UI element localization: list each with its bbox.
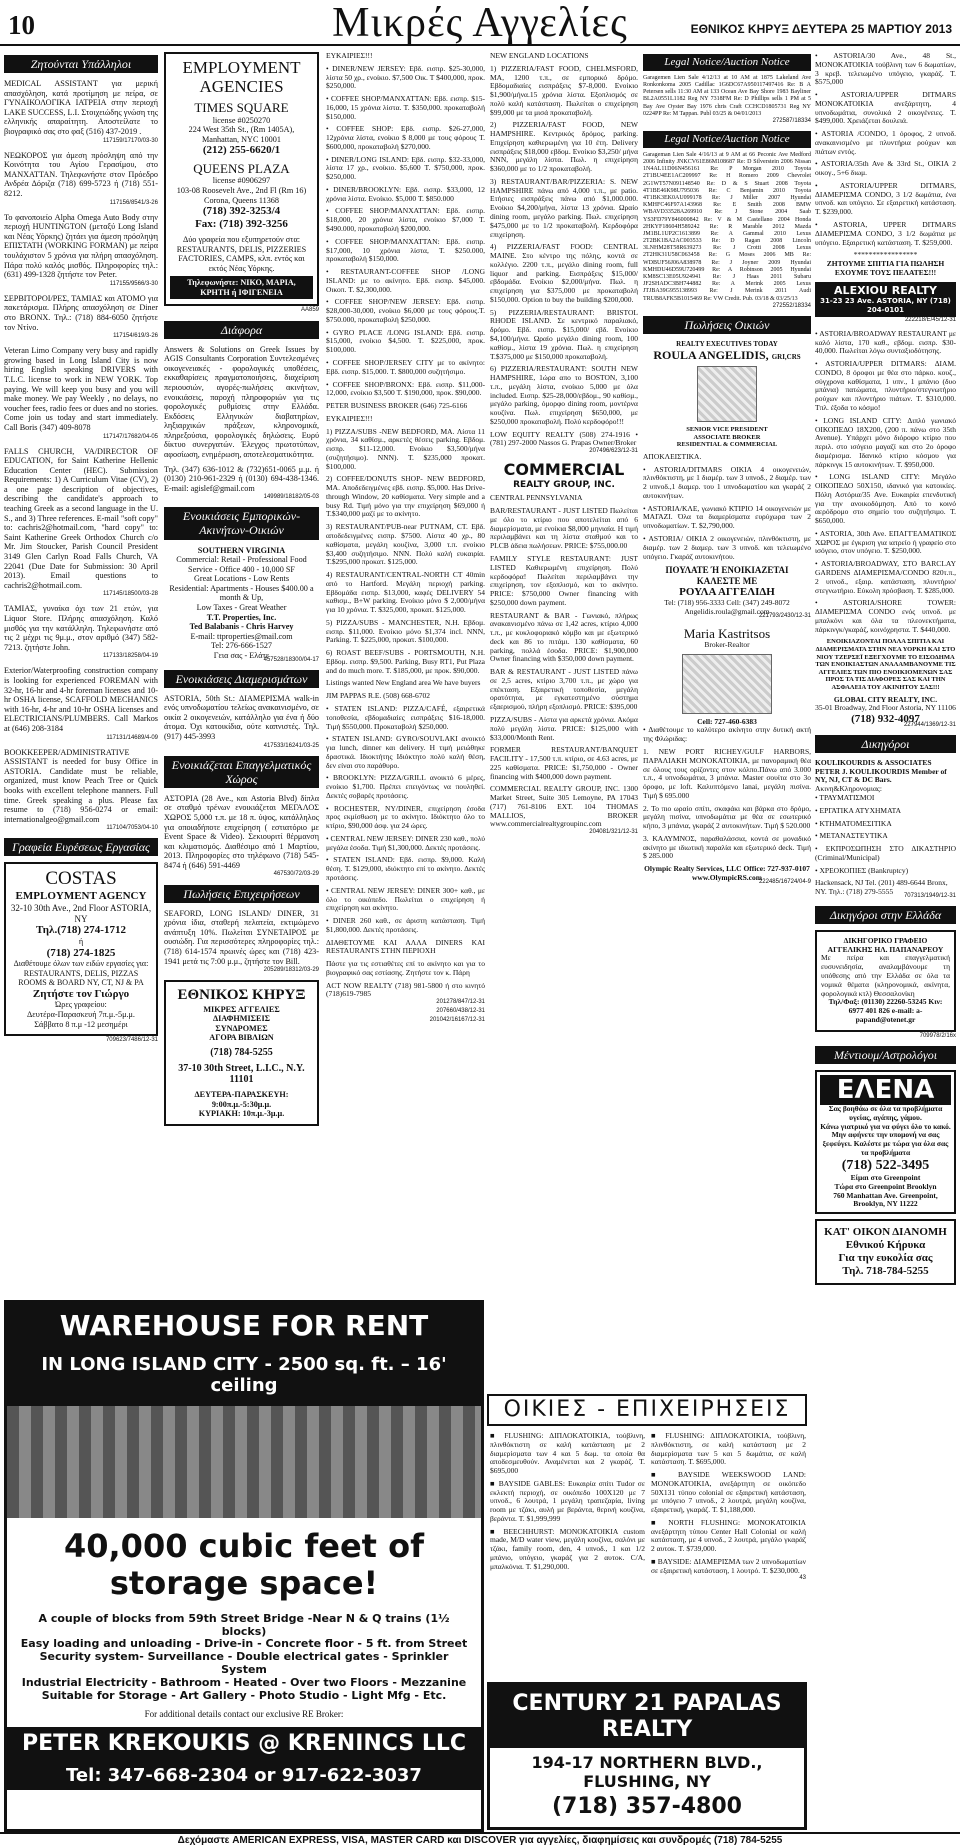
law-ref: 707313/1949/12-31 <box>903 892 956 899</box>
seaford-diner-ad: SEAFORD, LONG ISLAND/ DINER, 31 χρόνια ίδια, σταθερή πελατεία, εκτιμώμενο ανάπτυξη 10%. Πωλείται ΣΥΝΕΤΑΙΡΟΣ με ουσιώδη. Για περισσότερες πληροφορίες τηλ.: (718) 614-1574 πρωινές ώρες και (718) 423-1941 μετά τις 7:00 μ.μ., ζητήστε τον Bill. <box>164 908 319 966</box>
page-header <box>0 0 960 46</box>
business-listing: • RESTAURANT-COFFEE SHOP /LONG ISLAND: με το ακίνητο. Εβδ. εισπρ. $45,000. Οικοπ. T. $2,300,000. <box>326 267 485 294</box>
astoria-listing: • ASTORIA/30 Ave., 48 St., ΜΟΝΟΚΑΤΟΙΚΙΑ τούβλινη των 6 δωματίων, 3 κρεβ. τελειωμένο υπόγειο, γκαράζ. T. $575,000 <box>815 52 956 87</box>
commercial-name: COMMERCIAL <box>503 460 625 480</box>
pennsylvania-listing: CENTRAL PENNSYLVANIA <box>490 493 583 503</box>
legal-notice-2-title: Legal Notice/Auction Notice <box>643 131 811 148</box>
classified-ad-ref: 117147/17682/04-05 <box>103 433 158 440</box>
business-listing: Πάστε για τις εστιαθέτες επί το ακίνητο και για το βιογραφικό σας εστίασης. Ζητήστε τον κ. Πάρη <box>326 959 485 977</box>
costas-hours-1: Δευτέρα-Παρασκευή 7π.μ.-5μ.μ. <box>27 1010 135 1020</box>
col3-ref: 201278/847/12-31 <box>436 999 485 1006</box>
new-england-listing: 4) PIZZERIA/FAST FOOD: CENTRAL MAINE. Στο κέντρο της πόλης, κοντά σε κολλέγιο. 2200 τ.π., μεγάλο dining room, full liquor and parking. Εισπράξεις $15,000/ εβδομάδα. Ενοίκιο $2,000/μήνα. Πωλ. η επιχείρηση για $375,000 με προκαταβολή $150,000. Option to buy the building $200,000. <box>490 242 638 304</box>
roula-name: ΡΟΥΛΑ ΑΓΓΕΛΙΔΗ <box>679 586 775 599</box>
oikies-listing: ■ FLUSHING: ΔΙΠΛΟΚΑΤΟΙΚΙΑ, τούβλινη, πλινθόκτιστη, σε καλή κατάσταση με 2 διαμερίσματα των 5 και 5 δωμάτια, σε καλή κατάσταση. T. $695,000. <box>651 1432 806 1467</box>
qp-tel: (718) 392-3253/4 <box>202 205 281 218</box>
col3-ref: 201042/16167/12-31 <box>429 1017 485 1024</box>
warehouse-tel: Tel: 347-668-2304 or 917-622-3037 <box>7 1761 481 1790</box>
kiryx-name: ΕΘΝΙΚΟΣ ΚΗΡΥΞ <box>177 987 306 1004</box>
business-listing: • DINER/LONG ISLAND: Εβδ. εισπρ. $32-33,000, λίστα 17 χρ., ενοίκιο. $5,600 T. $750,000, προκ. $250,000. <box>326 154 485 182</box>
virginia-l8: Tel: 276-666-1527 <box>210 641 273 651</box>
costas-hours-title: Ώρες γραφείου: <box>55 1000 107 1010</box>
maria-photo <box>682 654 772 714</box>
masthead-title: Μικρές Αγγελίες <box>332 0 628 46</box>
alexiou-listing: • LONG ISLAND CITY: Διπλό γωνιακό ΟΙΚΟΠΕΔΟ 18X200, (200 π. πάνω στο 35th Avenue). Υπάρχει μόνο διόροφο κτίριο που περιλ. στο ισόγειο μαγαζί και στο 2ο όροφο διαμέρισμα. Ιδανικό κτίριο κόσμου για πάρκινγκ 15 αυτοκινήτων. T. $950,000. <box>815 415 956 469</box>
new-england-list <box>490 52 638 448</box>
virginia-l1: Commercial: Retail - Professional Food Service - Office 400 - 10,000 SF <box>176 555 307 574</box>
section-heading-employees-wanted: Ζητούνται Υπάλληλοι <box>4 55 158 73</box>
new-england-listing: 6) PIZZERIA/RESTAURANT: SOUTH NEW HAMPSHIRE, 1ώρα απο το BOSTON, 3,100 τ.π., μεγάλη λίστα, ενοίκιο 5,000 με όλα included. Εισπρ. $25-28,000/εβδομ., 90 καθίσμ., μεγάλο parking, όμορφο dining room, μοντέρνα κουζίνα. Πωλ. επιχείρηση $650,000, με $250,000 προκαταβολή. Πολύ κερδοφόρο!!! <box>490 364 638 426</box>
delivery-tel: Τηλ. 718-784-5255 <box>842 1264 929 1277</box>
business-listing: ACT NOW REALTY (718) 981-5800 ή στο κινητό (718)619-7985 <box>326 980 485 999</box>
alexiou-listing: • ASTORIA/BROADWAY, ΣΤΟ BARCLAY GARDENS ΔΙΑΜΕΡΙΣΜΑ/CONDO 820τ.π., 2 υπνοδ., εξαιρ. κατάσταση, πλυντήριο/στεγνωτήριο. Εύκολη πρόσβαση. T. $285,000. <box>815 559 956 595</box>
section-heading-lawyers: Δικηγόροι <box>815 735 956 753</box>
century21-tel: (718) 357-4800 <box>552 1793 742 1819</box>
section-heading-commercial-rentals: Ενοικιάσεις Εμπορικών-Ακινήτων-Οικιών <box>164 507 319 539</box>
oikies-listing: ■ BAYSIDE WEEKSWOOD LAND: ΜΟΝΟΚΑΤΟΙΚΙΑ, ανεξάρτητη σε οικόπεδο 50X131 τύπου colonial σε εξαιρετική κατάσταση, με υπόγειο 7 υπνοδ., 2 λουτρά, μεγάλη κουζίνα, εξαιρετική, γκαράζ. T. $1,188,000. <box>651 1470 806 1515</box>
virginia-l3: Residential: Apartments - Houses $400.00 a month & Up, <box>169 583 314 603</box>
dateline: ΕΘΝΙΚΟΣ ΚΗΡΥΞ ΔΕΥΤΕΡΑ 25 ΜΑΡΤΙΟΥ 2013 <box>690 22 952 36</box>
century21-title: CENTURY 21 PAPALAS REALTY <box>490 1685 804 1748</box>
legal-notice-1-title: Legal Notice/Auction Notice <box>643 54 811 71</box>
business-listing: • STATEN ISLAND: GYRO/SOUVLAKI ανοικτό για lunch, dinner και delivery. Η τιμή μειώθηκε δραστικά. Ιδιοκτήτης Ιδιόκτητο πολύ καλή θέση, δεν είναι στο παράθυρο. <box>326 734 485 770</box>
section-heading-apartment-rentals: Ενοικιάσεις Διαμερισμάτων <box>164 670 319 688</box>
maria-ref: 222485/16724/04-9 <box>758 878 811 885</box>
agent-photo <box>697 366 757 422</box>
classified-ad-ref: 117154/619/3-26 <box>113 333 158 340</box>
maria-name: Maria Kastritsos <box>683 625 771 641</box>
alexiou-list <box>815 330 956 635</box>
alexiou-name: ALEXIOU REALTY <box>834 283 937 297</box>
classified-ad: Veteran Limo Company very busy and rapidly growing based in Long Island City is now hiring English speaking DRIVERS with T.L.C. license to work in NEW YORK. Top paying. We will keep you busy and you will make money. We pay Weekly , no delays, no voucher fees, radio fees or dues and no stories. Come join us today and start immediately. Call Boris (347) 409-8078 <box>4 346 158 432</box>
maria-title: Broker-Realtor <box>704 639 750 649</box>
elena-l1: Σας βοηθάω σε όλα τα προβλήματα υγείας, αγάπης, γάμου. <box>828 1104 943 1122</box>
business-listing: • COFFEE SHOP/ΜΑΝΧΑΤΤΑΝ: Εβδ. εισπρ. $18,000, 20 χρόνια λίστα, ενοίκιο $7,000 T. $490.000, προκαταβολή $200,000. <box>326 206 485 234</box>
agent-vp: SENIOR VICE PRESIDENT <box>686 426 768 434</box>
apartment-ad: ASTORIA, 50th St.: ΔΙΑΜΕΡΙΣΜΑ walk-in ενός υπνοδωματίου τελείως ανακαινισμένο, σε οικία 2 οικογενειών, κατάλληλο για ένα ή δύο άτομα. Όχι κατοικίδια, ούτε καπνιστές. Τηλ. (917) 445-3993 <box>164 693 319 742</box>
global-tel: (718) 932-4097 <box>851 713 920 726</box>
legal-2-ref: 272552/18334 <box>772 302 811 309</box>
elena-l2: Κάνω γιατρικό για να φύγει όλο το κακό. <box>820 1121 951 1131</box>
alexiou-addr: 31-23 23 Ave. ASTORIA, NY (718) 204-0101 <box>820 297 951 314</box>
agis-ref: 149989/18182/05-03 <box>263 494 319 501</box>
pennsylvania-listing: BAR & RESTAURANT - JUST LISTED πάνω σε 2,5 acres, κτίριο 3,700 τ.π., με χώρο για επέκταση. Εξαιρετική τοποθεσία, μεγάλη ορατότητα, με εγκατεστημένο σύστημα εξαερισμού, πλήρη εξοπλισμό. PRICE: $395,000 <box>490 667 638 712</box>
global-addr: 35-01 Broadway, 2nd Floor Astoria, NY 11106 <box>815 703 956 713</box>
column-5 <box>643 52 811 1388</box>
virginia-l4: Low Taxes - Great Weather <box>196 603 287 613</box>
commercial-sub: REALTY GROUP, INC. <box>513 479 615 490</box>
section-heading-business-sales: Πωλήσεις Επιχειρήσεων <box>164 885 319 903</box>
business-listing: 2) COFFEE/DONUTS SHOP- NEW BEDFORD, MA. Αποδεδειγμένες εβδ. εισπρ. $5,000. Has Drive-through Window, 20 καθίσματα. Very simple and a busy Rd. Τιμή μόνο για την επιχείρηση $69,000 ή T.$340,000 μαζί με το ακίνητο. <box>326 474 485 519</box>
elena-l3: Μην αφήνετε την υπομονή να σας ξεφεύγει. Καλέστε με τώρα για όλα σας τα προβλήματα <box>822 1130 949 1157</box>
oikies-list <box>490 1432 806 1676</box>
astoria-listing: • ASTORIA, UPPER DITMARS ΔΙΑΜΕΡΙΣΜΑ CONDO, 3 1/2 δωμάτια με υπόγειο. Εξαιρετική κατάσταση. T. $259,000. <box>815 220 956 247</box>
angelidis-listing: • ASTORIA/ ΟΙΚΙΑ 2 οικογενειών, πλινθόκτιστη, με διαμέρ. των 2 διαμερ. των 3 υπνοδ. και τελειωμένο υπόγειο. Γκαράζ αυτοκινήτου. <box>643 533 811 561</box>
law-service: • ΕΡΓΑΤΙΚΑ ΑΤΥΧΗΜΑΤΑ <box>815 805 902 815</box>
law-addr: Hackensack, NJ Tel. (201) 489-6644 Bronx, NY. Τηλ.: (718) 279-5555 <box>815 878 948 897</box>
law-services-list <box>815 794 956 875</box>
legal-notice-1: Garagemen Lien Sale 4/12/13 at 10 AM at 1875 Lakeland Ave Ronkonkoma 2005 Cadillac 1G6DC67A950117497416 Re: B A Petersen sells 11:30 AM at 133 Ocean Ave Bay Shore 1983 Bayliner BL2A0551L1182 Reg NY 7318FM Re: D Phillips sells 1 PM at 5 Bay Ave Oyster Bay 1976 chris Craft CCHCD1805731 Reg NY 0224PP Re: M Tappan. Publ 03/25 & 04/01/2013 <box>643 74 811 117</box>
costas-agency-ad <box>4 862 158 1036</box>
warehouse-d4: Industrial Electricity - Bathroom - Heated - Over two Floors - Mezzanine <box>21 1676 467 1690</box>
classified-ad: ΤΑΜΙΑΣ, γυναίκα όχι των 21 ετών, για Liquor Store. Πλήρης απασχόληση. Καλό μισθός για την κατάλληλη. Τηλεφωνήστε από τις 2 μέχρι τις 9μ.μ., στον αριθμό (347) 582-7213. ζητήστε John. <box>4 604 158 652</box>
astoria-top-list <box>815 52 956 247</box>
kiryx-tel: (718) 784-5255 <box>210 1047 273 1059</box>
business-listing: ΕΥΚΑΙΡΙΕΣ!!! <box>326 413 373 423</box>
classified-ad-ref: 117156/8541/3-26 <box>109 199 158 206</box>
space-ad: ΑΣΤΟΡΙΑ (28 Ave., και Astoria Blvd) δίπλα σε σταθμό τρένων ενοικιάζεται ΜΕΓΑΛΟΣ ΧΩΡΟΣ 5,000 τ.π. με 18 π. ύψος, κατάλληλος για οποιαδήποτε επιχείρηση ( εστιατόριο με Event Space & Video). Σεκιουριτί θέρμανση και κλιματισμός. Διαθέσιμο από 1 Μαρτίου, 2013. Πληροφορίες στο τηλέφωνο (718) 545-8474 ή (646) 591-4469 <box>164 793 319 870</box>
pennsylvania-listing: COMMERCIAL REALTY GROUP, INC. 1300 Market Street, Suite 305 Lemoyne, PA 17043 (717) 761-8106 EXT. 104 THOMAS MALLIOS, BROKER www.commercialrealtygroupinc.com <box>490 784 638 829</box>
business-listing: • DINER/NEW JERSEY: Εβδ. εισπρ. $25-30,000, λίστα 50 χρ., ενοίκιο. $7,500 Οικ. T $400,000, προκ. $250,000. <box>326 63 485 91</box>
column-3 <box>326 52 485 1298</box>
pennsylvania-listing: RESTAURANT & BAR - Γωνιακό, πλήρως ανακαινισμένο πάνω σε 1,42 acres, κτίριο 4,000 τ.π., με κυκλοφοριακό κόμβο και με εξωτερικό deck και 86 το πιτάμι. 130 καθίσματα, 60 parking, πολλά έσοδα. PRICE: $1,900,000 Owner financing with $350,000 down payment. <box>490 610 638 664</box>
section-heading-mediums: Μέντιουμ/Αστρολόγοι <box>815 1046 956 1064</box>
column-2 <box>164 52 319 1298</box>
warehouse-ad <box>4 1300 484 1832</box>
elena-tel: (718) 522-3495 <box>841 1157 930 1173</box>
law-service: • ΧΡΕΟΚΟΠΙΕΣ (Bankruptcy) <box>815 865 909 875</box>
section-heading-home-sales: Πωλήσεις Οικιών <box>643 316 811 334</box>
delivery-l3: Για την ευκολία σας <box>838 1251 933 1264</box>
greece-title: ΔΙΚΗΓΟΡΙΚΟ ΓΡΑΦΕΙΟ ΑΓΓΕΛΙΚΗΣ ΗΛ. ΠΑΠΑΝΑΡΕΟΥ <box>827 935 944 954</box>
column-1 <box>4 52 158 1298</box>
column-6 <box>815 52 956 1830</box>
new-england-listing: 1) PIZZERIA/FAST FOOD, CHELMSFORD, MA, 1200 τ.π., σε εμπορικό δρόμο. Εβδομαδιαίες εισπράξεις $7-8,000. Ενοίκιο $1,900/μήνα.15 χρόνια λίστα. Εξοπλισμός σε πολύ καλή κατάσταση. Πωλείται ο επιχείρηση $99,000 με τα μισά προκαταβολή. <box>490 63 638 117</box>
apartment-ref: 417533/16241/03-25 <box>263 742 319 749</box>
costas-address: 32-10 30th Ave., 2nd Floor ASTORIA, NY <box>10 903 152 924</box>
agent-rc: RESIDENTIAL & COMMERCIAL <box>676 441 778 449</box>
classified-ad-ref: 117159/17170/03-30 <box>103 137 158 144</box>
virginia-l2: Great Locations - Low Rents <box>193 574 290 584</box>
agency-ref: AA859 <box>300 307 319 314</box>
agis-contact: Τηλ. (347) 636-1012 & (732)651-0065 μ.μ. ή (0130) 210-961-2329 ή (0130) 694-438-1346. E-mail: agislef@gmail.com <box>164 464 319 493</box>
greece-ref: 709978/2/16x <box>919 1032 956 1039</box>
elena-addr: 760 Manhattan Ave. Greenpoint, Brooklyn, NY 11222 <box>833 1190 938 1209</box>
astoria-listing: • ASTORIA/UPPER DITMARS ΜΟΝΟΚΑΤΟΙΚΙΑ ανεξάρτητη, 4 υπνοδωμάτια, συνολικά 2 οικογένειες. T. $499,000. Χρειάζεται δουλειά. <box>815 90 956 126</box>
business-listing: • COFFEE SHOP/BRONX: Εβδ. εισπρ. $11,000-12,000, ενοίκιο $3,500 T. $190,000, προκ. $90,000. <box>326 379 485 398</box>
astoria-listing: • ASTORIA/35th Ave & 33rd St., ΟΙΚΙΑ 2 οικογ., 5+6 διωμ. <box>815 159 956 178</box>
agent-cred: GRI,CRS <box>771 353 801 362</box>
florida-listing: 3. ΚΑΛΥΜΝΟΣ, παραθαλάσσια, κοντά σε μοναδικό ακίνητο με ιδιωτική παραλία και εξωτερικό deck. Τιμή $ 285.000 <box>643 833 811 861</box>
section-heading-lawyers-greece: Δικηγόροι στην Ελλάδα <box>815 906 956 924</box>
business-listing: 6) ROAST BEEF/SUBS - PORTSMOUTH, N.H. Εβδομ. εισπρ. $9,500. Parking, Busy RT1, Put Plaza and do much more. T. $185,000, με προκ. $90,000. <box>326 648 485 675</box>
oikies-heading: ΟΙΚΙΕΣ - ΕΠΙΧΕΙΡΗΣΕΙΣ <box>487 1394 807 1426</box>
page-number: 10 <box>8 10 35 40</box>
business-listing: • STATEN ISLAND: PIZZA/CAFÉ, εξαιρετικά τοποθεσία, εβδομαδιαίες εισπράξεις $16-18,000. Τιμή $550,000. Προκαταβολή $250,000. <box>326 704 485 731</box>
alexiou-listing: • ASTORIA/SHORE TOWER: ΔΙΑΜΕΡΙΣΜΑ CONDO ενός υπνοδ. με μπαλκόνι και όλα τα πλεονεκτήματα, πάρκινγκ/γκαράζ, κοινόχρηστα. T. $440,000. <box>815 598 956 634</box>
alexiou-listing: • ASTORIA/BROADWAY RESTAURANT με καλό λίστα, 170 καθ., εβδομ. εισπρ. $30-40,000. Πωλείται λόγω συνταξιοδότησης. <box>815 328 956 356</box>
warehouse-photo <box>7 1406 481 1518</box>
costas-tel1: Τηλ.(718) 274-1712 <box>36 924 126 937</box>
central-pennsylvania-list <box>490 494 638 829</box>
costas-ask: Ζητήστε τον Γιώργο <box>32 987 130 1000</box>
virginia-l9: Γεια σας - Ελάτε <box>213 651 270 661</box>
classified-ad: FALLS CHURCH, VA/DIRECTOR OF EDUCATION, for Saint Katherine Hellenic Education Center (HEC). Submission Requirements: 1) A Curriculum Vitae (CV), 2) a one page description of objectives, describing the candidate's approach to teaching Greek as a second language in the U. S., and 3) Three references. E-mail "soft copy" to: cachris2@hotmail.com, "hard copy" to: Saint Katherine Greek Orthodox Church c/o Mr. Jim Stoucker, Parish Council President 3149 Glen Carlyn Road Falls Church, VA 22041 (Due Date for Submission: 30 April 2013). Email questions to cachris2@hotmail.com. <box>4 446 158 590</box>
oikies-items <box>490 1432 806 1583</box>
business-listing: • DINER 260 καθ., σε άριστη κατάσταση. Τιμή $1,800,000. Δεκτές προτάσεις. <box>326 916 485 934</box>
virginia-l5: T.T. Properties, Inc. <box>206 612 277 622</box>
classified-ad-ref: 117131/14689/4-09 <box>106 734 158 741</box>
business-listing: • ROCHESTER, NY/DINER, επιχείρηση έσοδα προς εκμίσθωση με το ακίνητο. Ιδιόκτητο όλο το κτίριο, $90,000 άσφ. για 24 ώρες. <box>326 803 485 831</box>
qp-fax: Fax: (718) 392-3256 <box>195 218 288 231</box>
warehouse-d3: Security system- Surveillance - Double electrical gates - Sprinkler System <box>39 1650 449 1677</box>
elena-ad <box>815 1070 956 1214</box>
new-england-ref: 207496/623/12-31 <box>589 448 638 455</box>
century21-address: 194-17 NORTHERN BLVD., FLUSHING, NY <box>531 1753 763 1792</box>
business-listing: JIM PAPPAS R.E. (508) 668-6702 <box>326 691 431 701</box>
warehouse-contact: PETER KREKOUKIS @ KRENINCS LLC <box>7 1727 481 1761</box>
angelidis-listing: • ASTORIA/DITMARS ΟΙΚΙΑ 4 οικογενειών, πλινθόκτιστη, με 1 διαμέρ. των 3 υπνοδ., 2 διαμέρ. των 2 υπνοδ.,1 διαμερ. του 1 υπνοδωματίου και γκαράζ 2 αυτοκινήτων. <box>643 464 811 500</box>
roula-ref: 221793/2430/12-31 <box>758 612 811 619</box>
business-listing: ΕΥΚΑΙΡΙΕΣ!!! <box>326 52 373 60</box>
business-listing: • CENTRAL NEW JERSEY: DINER 300+ καθ., με όλο το οικόπεδο. Πωλείται ο επιχείρηση ή επιχείρηση και ακίνητο. <box>326 885 485 913</box>
new-england-listing: 3) RESTAURANT/BAR/PIZZERIA: S. NEW HAMPSHIRE πάνω από 4,000 τ.π., με patio. Ετήσιες εισπράξεις πάνω από $1,000.000. Ενοίκιο $4,200/μήνα, λίστα 13 χρόνια. Ωραίο dining room, μεγάλο parking. Πωλ. επιχείρηση $475,000 με το 1/2 προκαταβολή. Κερδοφόρα επιχείρηση. <box>490 176 638 239</box>
agis-ad: Answers & Solutions on Greek Issues by AGIS Consultants Corporation Συντελεσμένες οικογενειακές - φορολογικές υποθέσεις, εκκαθαρίσεις πραγματοποιήσεις, διαχείριση περιουσιών, αγορές-πωλήσεις ακινήτων, ενοικιάσεις, παροχή πληροφοριών για τις φορολογικές ρυθμίσεις στην Ελλάδα. Εκδόσεις Ελληνικών διαβατηρίων, ληξιαρχικών πράξεων, κληρονομικά, πληρεξούσια, φορολογικές δηλώσεις. Ευρύ δίκτυο συνεργατών. Έλεγχος πρωτοτύπων, αφοσίωση, ενημέρωση, αποτελεσματικότητα. <box>164 344 319 460</box>
kiryx-address: 37-10 30th Street, L.I.C., N.Y. 11101 <box>178 1062 305 1086</box>
costas-tel2: (718) 274-1825 <box>46 946 116 959</box>
classified-ad-ref: 117155/9566/3-30 <box>109 280 158 287</box>
kiryx-l4: ΑΓΟΡΑ ΒΙΒΛΙΩΝ <box>209 1033 274 1043</box>
business-listing: • COFFEE SHOP/NEW JERSEY: Εβδ. εισπρ. $28,000-30,000, ενοίκιο $6,000 με τους φόρους.T. $750.000, προκαταβολή $250,000. <box>326 297 485 324</box>
delivery-l1: ΚΑΤ' ΟΙΚΟΝ ΔΙΑΝΟΜΗ <box>824 1226 947 1239</box>
ts-license: license #0250270 <box>212 115 271 125</box>
warehouse-d2: Easy loading and unloading - Drive-in - Concrete floor - 5 ft. from Street <box>20 1637 468 1651</box>
virginia-l6: Ted Balabanis - Chris Harvey <box>189 622 294 632</box>
kiryx-h2: 9:00π.μ.-5:30μ.μ. <box>211 1099 272 1109</box>
global-ref: 227944/1369/12-31 <box>903 721 956 728</box>
oikies-listing: ■ BAYSIDE: ΔΙΑΜΕΡΙΣΜΑ των 2 υπνοδωματίων σε εξαιρετική κατάσταση, 1 λουτρό. T. $230,000. <box>651 1556 806 1575</box>
business-listing: PETER BUSINESS BROKER (646) 725-6166 <box>326 401 468 411</box>
qp-address: 103-08 Roosevelt Ave., 2nd Fl (Rm 16) Corona, Queens 11368 <box>176 186 307 205</box>
classified-ad: Το φανοποιείο Alpha Omega Auto Body στην περιοχή HUNTINGTON (μεταξύ Long Island και Νέας Υόρκης) ζητάει για άμεση πρόσληψη ΕΠΙΣΤΑΤΗ (WORKING FORMAN) με πείρα τουλάχιστον 5 χρόνια για πλήρη απασχόληση. Πάρα πολύ καλός μισθός. Πληροφορίες τηλ.: (631) 499-1328 ζητήστε τον Peter. <box>4 212 158 280</box>
new-england-listing: 5) PIZZERIA/RESTAURANT: BRISTOL RHODE ISLAND. Σε κεντρικό παραλιακό, δρόμο. Εβδ. εισπρ. $15,000/ εβδ. Ενοίκιο $4,100/μήνα. Ωραίο μεγάλο dining room, 100 καθίσμ., λίστα 19 χρόνια. Πωλ. η επιχείρηση T.$375,000 με $150,000 προκαταβολή. <box>490 307 638 361</box>
business-listing: • COFFEE SHOP/ΜΑΝΧΑΤΤΑΝ: Εβδ. εισπρ. $15-16,000, 15 χρόνια λίστα. T. $350,000. προκαταβολή $150,000. <box>326 94 485 121</box>
pennsylvania-listing: PIZZA/SUBS - Λίστα για αρκετά χρόνια. Ακόμα πολύ μεγάλη λίστα. PRICE: $125,000 with $33,000/Month Rent. <box>490 715 638 742</box>
warehouse-d5: Suitable for Storage - Art Gallery - Photo Studio - Light Mfg - Etc. <box>41 1688 447 1702</box>
new-england-listing: LOW EQUITY REALTY (508) 274-1916 • (781) 297-2000 Nassos G. Prapas Owner/Broker <box>490 429 638 448</box>
costas-name: COSTAS <box>45 868 117 890</box>
agency-title: EMPLOYMENT AGENCIES <box>182 58 301 96</box>
col3-ref: 207660/438/12-31 <box>436 1008 485 1015</box>
qp-title: QUEENS PLAZA <box>193 161 290 177</box>
kiryx-l1: ΜΙΚΡΕΣ ΑΓΓΕΛΙΕΣ <box>203 1004 280 1014</box>
business-listing: • COFFEE SHOP: Εβδ. εισπρ. $26-27,000, 12χρόνια λίστα, ενοίκιο $ 8,000 με τους φόρους T. $600,000, προκαταβολή $270,000. <box>326 124 485 151</box>
classified-ad-ref: 117145/18500/03-28 <box>103 591 158 598</box>
classified-ad-ref: 117133/18258/04-19 <box>103 653 158 660</box>
angelidis-listing: • ASTORIA/ΚΛΕ, γωνιακό ΚΤΙΡΙΟ 14 οικογενειών με ΜΑΓΑΖΙ. Όλα τα διαμερίσματα ευρύχωρα των 2 υπνοδωματίων. T. $2,790,000. <box>643 503 811 531</box>
realty-agent <box>643 348 811 362</box>
business-listing: 5) PIZZA/SUBS - MANCHESTER, N.H. Εβδομ. εισπρ. $11,000. Ενοίκιο μόνο $1,374 incl. NNN, Parking. T. $225,000, προκατ. $100,000. <box>326 617 485 645</box>
angelidis-listing: ΑΠΟΚΛΕΙΣΤΙΚΑ. <box>643 451 702 461</box>
florida-listing: • Διαθέτουμε το καλύτερο ακίνητο στην δυτική ακτή της Φλώριδας: <box>643 725 811 744</box>
law-service: • ΜΕΤΑΝΑΣΤΕΥΤΙΚΑ <box>815 831 888 841</box>
delivery-l2: Εθνικού Κήρυκα <box>845 1238 926 1251</box>
olympic-realty: Olympic Realty Services, LLC Office: 727-937-0107 www.OlympicRS.com <box>644 864 810 882</box>
alexiou-listing: • LONG ISLAND CITY: Μεγάλο ΟΙΚΟΠΕΔΟ 50X150, ιδανικό για κατοικίες. Πόλη Αστόρια/35 Ave. Ευκαιρία επενδυτική για την ανοικοδόμηση. Από το κοινό αερόδρομο στο σημείο του συζητήσιμο. T. $650,000. <box>815 472 956 526</box>
costas-sub: EMPLOYMENT AGENCY <box>15 890 147 903</box>
realty-exec-name: REALTY EXECUTIVES TODAY <box>676 339 778 348</box>
business-listing: • DINER/BROOKLYN: Εβδ. εισπρ. $33,000, 12 χρόνια λίστα. Ενοίκιο. $5,000 T. $850.000 <box>326 184 485 203</box>
pennsylvania-listing: BAR/RESTAURANT - JUST LISTED Πωλείται με όλο το κτίριο που αποτελείται από 6 διαμερίσματα, με ενοίκια $8,000 μηνιαία. Η τιμή περιλαμβάνει και τη λίστα σταθμού και το PLCB άδεια πωλήσεων. PRICE: $755,000.00 <box>490 506 638 551</box>
law-service: • ΚΤΗΜΑΤΟΜΕΣΙΤΙΚΑ <box>815 818 892 828</box>
commercial-ref: 204081/321/12-31 <box>589 829 638 836</box>
ask-homes: ΖΗΤΟΥΜΕ ΣΠΙΤΙΑ ΓΙΑ ΠΩΛΗΣΗ ΕΧΟΥΜΕ ΤΟΥΣ ΠΕΛΑΤΕΣ!!! <box>826 259 945 277</box>
classified-ad-ref: 117104/7053/04-10 <box>106 825 158 832</box>
astoria-listing: • ASTORIA /CONDO, 1 όροφος, 2 υπνοδ. ανακαινισμένο με πλυντήρια ρούχων και πιάτων εντός. <box>815 129 956 156</box>
commercial-realty-logo <box>490 461 638 490</box>
greece-text: Με πείρα και επαγγελματική ευσυνειδησία, αναλαμβάνουμε τη υπόθεσης από την Ελλάδα σε όλα τα νομικά θέματα (κληρονομικά, ακίνητα, φορολογικά κτλ) Θεσσαλονίκη <box>821 953 950 998</box>
ts-tel: (212) 255-6620/1 <box>202 144 281 157</box>
costas-hours-2: Σάββατο 8 π.μ -12 μεσημέρι <box>34 1019 128 1029</box>
rent-notice: ΕΝΟΙΚΙΑΖΟΝΤΑΙ ΠΟΛΛΑ ΣΠΙΤΙΑ ΚΑΙ ΔΙΑΜΕΡΙΣΜΑΤΑ ΣΤΗΝ ΝΕΑ ΥΟΡΚΗ ΚΑΙ ΣΤΟ ΝΙΟΥ ΤΖΕΡΣΕΪ ΕΞΕΓΧΟΥΜΕ ΤΟ ΕΙΣΟΔΗΜΑ ΤΩΝ ΕΝΟΙΚΙΑΣΤΩΝ ΑΝΑΛΑΜΒΑΝΟΥΜΕ ΤΙΣ ΑΓΓΕΛΙΕΣ ΤΩΝ ΠΙΟ ΕΝΟΙΚΙΟΜΕΝΩΝ ΣΑΣ ΠΡΟΣ ΤΑ ΤΙΣ ΔΙΑΦΟΡΕΣ ΣΑΣ ΚΑΙ ΤΗΝ ΑΣΦΑΛΕΙΑ ΤΟΥ ΑΚΙΝΗΤΟΥ ΣΑΣ!!! <box>815 638 956 691</box>
agency-phone: Τηλεφωνήστε: ΝΙΚΟ, ΜΑΡΙΑ, ΚΡΗΤΗ ή ΙΦΙΓΕΝΕΙΑ <box>170 276 313 299</box>
warehouse-sub: IN LONG ISLAND CITY - 2500 sq. ft. – 16' ceiling <box>7 1350 481 1406</box>
maria-cell: Cell: 727-460-6383 <box>697 716 757 726</box>
angelidis-list <box>643 453 811 561</box>
oikies-listing: ■ NORTH FLUSHING: ΜΟΝΟΚΑΤΟΙΚΙΑ ανεξάρτητη τύπου Center Hall Colonial σε καλή κατάσταση, με 4 υπνοδ., 2 λουτρά, μεγάλο γκαράζ 2 αυτοκ. T. $739,000. <box>651 1517 806 1554</box>
sell-rent: ΠΟΥΛΑΤΕ Ή ΕΝΟΙΚΙΑΖΕΤΑΙ <box>665 565 789 576</box>
elena-l5: Τώρα στο Greenpoint Brooklyn <box>834 1181 937 1191</box>
section-heading-professional-space: Ενοικιάζεται Επαγγελματικός Χώρος <box>164 756 319 788</box>
kiryx-l3: ΣΥΝΔΡΟΜΕΣ <box>215 1023 268 1033</box>
florida-listing: 1. NEW PORT RICHEY/GULF HARBORS, ΠΑΡΑΛΙΑΚΗ ΜΟΝΟΚΑΤΟΙΚΙΑ, με πανοραμική θέα σε όλους τους ορίζοντες στον κόλπο.Πάνω από 3.000 τ.π., 4 υπνοδωμάτια, 3 μπάνια. Master σουίτα στο 3ο όροφο, με loft. Καλυπτόμενο lanai, μεγάλη πισίνα. Τιμή $ 695.000 <box>643 746 811 800</box>
new-england-listing: NEW ENGLAND LOCATIONS <box>490 52 589 60</box>
stars-divider: ***************** <box>853 250 918 260</box>
employment-agencies-ad <box>164 52 319 306</box>
pennsylvania-listing: FAMILY STYLE RESTAURANT: JUST LISTED Καθιερωμένη επιχείρηση. Πολύ κερδοφόρα! Πωλείται περιλαμβάνει την επιχείρηση, τον εξοπλισμό, και το ακίνητο. PRICE: $750,000 Owner financing with $250,000 down payment. <box>490 554 638 607</box>
business-listing: • BROOKLYN: PIZZA/GRILL ανοικτό 6 μέρες, ενοίκιο $1,700. Πρέπει επειγόντως να πουληθεί. Δεκτές σοβαρές προτάσεις. <box>326 773 485 800</box>
business-listing: 1) PIZZA/SUBS -NEW BEDFORD, MA. Λίστα 11 χρόνια, 34 καθίσμ., αρκετές θέσεις parking. Εβδομ. εισπρ. $11-12,000. Ενοίκιο $3,500/μήνα (συζητήσιμο). NNN). T. $235,000 προκατ. $100,000. <box>326 426 485 471</box>
roula-contact: Tel: (718) 956-3333 Cell: (347) 249-8072 Angelidis.roula@gmail.com <box>664 598 790 616</box>
papanareou-ad <box>815 930 956 1032</box>
business-listing: 4) RESTAURANT/CENTRAL-NORTH CT 40min από το Hartford. Μεγάλη περιοχή parking. Εβδομάδα εισπρ. $13,000, καφές DELIVERY 54 καθισμ., B+W parking. Ενοίκιο μόνο $ 2,000/μήνα για 10 χρόνια. T. $325,000, προκατ. $125,000. <box>326 570 485 615</box>
c21-alexiou-logo <box>815 282 956 317</box>
space-ref: 467530/72/03-29 <box>273 871 319 878</box>
agent-name: ROULA ANGELIDIS, <box>653 348 769 363</box>
warehouse-d1: A couple of blocks from 59th Street Bridge -Near N & Q trains (1½ blocks) <box>38 1611 450 1638</box>
business-listing: 3) RESTAURANT/PUB-near PUTNAM, CT. Εβδ. αποδεδειγμένες εισπρ. $7500. Λίστα 40 χρ., 80 καθίσματα, μεγάλη κουζίνα, 3,000 τ.π. ενοίκιο $3,400 συζητήσιμο. NNN. Πολύ καλή ευκαιρία. T.$295,000 προκατ. $125,000. <box>326 522 485 567</box>
pennsylvania-listing: FORMER RESTAURANT/BANQUET FACILITY - 17,500 τ.π. κτίριο, σε 4.63 acres, με 225 καθίσματα. PRICE: $1,750,000 - Owner financing with $400,000 down payment. <box>490 745 638 781</box>
virginia-ad <box>164 546 319 661</box>
business-listing: ΔΙΑΘΕΤΟΥΜΕ ΚΑΙ ΑΛΛΑ DINERS ΚΑΙ RESTAURANTS ΣΤΗΝ ΠΕΡΙΟΧΗ <box>326 937 485 956</box>
alexiou-listing: • ASTORIA/UPPER DITMARS: ΔΙΑΜ. CONDO, 8 όροφοι με θέα στο πάρκο. κουζ., σύγχρονα καθίσματα, 1 υπν., 1 μπάνιο (δυο μπάνια) πατώματα, πλυντήριο/στεγνωτήριο ρούχων και πλυντήριο πιάτων. T. $310,000. Τπλ. έξοδα το κόσμο! <box>815 359 956 412</box>
classified-ad: Exterior/Waterproofing construction company is looking for experienced FOREMAN with 32-hr, 16-hr and 4-hr foreman licenses and 10-hr OSHA license, SCAFFOLD MECHANICS with 16-hr, 4-hr and 10-hr OSHA licenses and ELECTRICIANS/PLUMBERS. Call Markos at (646) 208-3184 <box>4 666 158 733</box>
seaford-ref: 205289/18312/03-29 <box>263 967 319 974</box>
law-service: • ΤΡΑΥΜΑΤΙΣΜΟΙ <box>815 793 875 803</box>
maria-list <box>643 726 811 861</box>
astoria-listing: • ASTORIA/UPPER DITMARS, ΔΙΑΜΕΡΙΣΜΑ CONDO, 3 1/2 δωμάτια, ένα υπνοδ. και υπόγειο. Σε εξαιρετική κατάσταση. T. $239,000. <box>815 180 956 217</box>
law-l2: Ακινη&Κληρονομιας: <box>815 784 882 794</box>
call-me: ΚΑΛΕΣΤΕ ΜΕ <box>696 575 758 586</box>
page-footer: Δεχόμαστε AMERICAN EXPRESS, VISA, MASTER CARD και DISCOVER για αγγελίες, διαφημίσεις και συνδρομές (718) 784-5255 <box>0 1832 960 1848</box>
oikies-listing: ■ FLUSHING: ΔΙΠΛΟΚΑΤΟΙΚΙΑ, τούβλινη, πλινθόκτιστη σε καλή κατάσταση με 2 διαμερίσματα των 4 και 5 δωμ. τα οποία θα αποδεσμευθούν. Αναμένεται και 2 γκαράζ. T. $695,000 <box>490 1432 645 1476</box>
elena-name: ΕΛΕΝΑ <box>820 1075 951 1105</box>
col3-business-list <box>326 52 485 1024</box>
business-listing: • GYRO PLACE /LONG ISLAND: Εβδ. εισπρ. $15,000, ενοίκιο $4,500. T. $225,000, προκ. $100,000. <box>326 327 485 355</box>
classified-ad: ΝΕΩΚΟΡΟΣ για άμεση πρόσληψη από την Κοινότητα του Αγίου Γερασίμου, στο ΜΑΝΧΑΤΤΑΝ. Τηλεφωνήστε στον Πρόεδρο Ανδρέα Δόριζα (718) 699-5723 ή (718) 551-8212. <box>4 150 158 198</box>
law-service: • ΕΚΠΡΟΣΩΠΗΣΗ ΣΤΟ ΔΙΚΑΣΤΗΡΙΟ (Criminal/Municipal) <box>815 844 956 862</box>
oikies-listing: ■ BEECHHURST: ΜΟΝΟΚΑΤΟΙΚΙΑ custom made, M/D water view, μεγάλη κουζίνα, σαλόνι με τζάκι, family room, den, 4 υπνοδ., 1 και 1/2 μπάνιο, υπόγειο, γκαράζ για 2 αυτοκ. C/A, μπαλκόνια. T. $1,290,000. <box>490 1526 645 1571</box>
business-listing: • COFFEE SHOP/ΜΑΝΧΑΤΤΑΝ: Εβδ. εισπρ. $17,000, 10 χρόνια λίστα, T. $250.000, προκαταβολή $150,000. <box>326 236 485 264</box>
virginia-ref: 457528/18300/04-17 <box>263 656 319 663</box>
col1-ads-list <box>4 79 158 832</box>
costas-or: ή <box>78 937 84 947</box>
greece-tel: Τηλ/Φαξ: (01130) 22260-53245 Κιν: 6977 401 826 e-mail: a-papand@otenet.gr <box>828 997 943 1024</box>
kiryx-l2: ΔΙΑΦΗΜΙΣΕΙΣ <box>212 1014 271 1024</box>
classified-ad: MEDICAL ASSISTANT για μερική απασχόληση, κατά προτίμηση με πείρα, σε ΓΥΝΑΙΚΟΛΟΓΙΚΑ ΙΑΤΡΕΙΑ στην περιοχή LAKE SUCCESS, L.I. Στοιχειώδης γνώση της ελληνικής απαραίτητη. Αποστείλατε το βιογραφικό σας στο φαξ (516) 437-2019 . <box>4 79 158 136</box>
section-heading-misc: Διάφορα <box>164 321 319 339</box>
oikies-listing: ■ BAYSIDE GABLES: Ευκαιρία σπίτι Tudor σε εκλεκτή περιοχή, σε οικόπεδο 100X120 με 7 υπνοδ., 6 λουτρά, 1 μεγάλη τραπεζαρία, living room με τζάκι, αυλή με βεράντα, θερινή κουζίνα, βεράντα. T. $1,999,999 <box>490 1478 645 1523</box>
ethnikos-kiryx-box <box>164 980 319 1126</box>
warehouse-note: For additional details contact our exclusive RE Broker: <box>144 1708 344 1719</box>
classified-ad: BOOKKEEPER/ADMINISTRATIVE ASSISTANT is needed for busy Office in ASTORIA. Candidate must be reliable, organized, must know Peach Tree or Quick books with excellent telephone manners. Full time. Greek speaking a plus. Please fax resume to (718) 956-0274 or email: internationalgeo@gmail.com <box>4 747 158 824</box>
business-listing: • CENTRAL NEW JERSEY: DINER 230 καθ., πολύ μεγάλα έσοδα. Τιμή $1,300,000. Δεκτές προτάσεις. <box>326 833 485 852</box>
virginia-l7: E-mail: ttproperties@mail.com <box>190 631 293 641</box>
florida-listing: 2. Το πιο ωραίο σπίτι, σκαφάκι και βάρκα στο δρόμο, μεγάλη πισίνα, υπνοδωμάτια με θέα σε εσωτερικό κήπο, 3 μπάνια, γκαράζ 2 αυτοκινήτων. Τιμή $ 520.000 <box>643 803 811 831</box>
business-listing: • COFFEE SHOP/JERSEY CITY με το ακίνητο: Εβδ. εισπρ. $15,000. T. $800,000 συζητήσιμο. <box>326 357 485 376</box>
alexiou-listing: • ASTORIA, 30th Ave. ΕΠΑΓΓΕΛΜΑΤΙΚΟΣ ΧΩΡΟΣ με έγκριση για ιατρείο ή γραφείο στο ισόγειο, στον υπόγειο. T. $250,000. <box>815 528 956 556</box>
legal-1-ref: 272587/18334 <box>772 117 811 124</box>
classified-ad: ΣΕΡΒΙΤΟΡΟΙ/ΡΕΣ, ΤΑΜΙΑΣ και ΑΤΟΜΟ για πακετάρισμα. Πλήρης απασχόληση σε Diner στο BRONX. Τηλ.: (718) 884-6050 ζητήστε τον Ντίνο. <box>4 293 158 332</box>
business-listing: Listings wanted New England area We have buyers <box>326 678 481 688</box>
costas-desc: Διαθέτουμε όλων των ειδών εργασίες για: RESTAURANTS, DELIS, PIZZAS ROOMS & BOARD NY, CT, NJ & PA <box>13 959 149 988</box>
section-heading-employment-agencies: Γραφεία Ευρέσεως Εργασίας <box>4 838 158 856</box>
home-delivery-ad <box>815 1219 956 1284</box>
kiryx-h1: ΔΕΥΤΕΡΑ-ΠΑΡΑΣΚΕΥΗ: <box>194 1090 289 1100</box>
warehouse-title: WAREHOUSE FOR RENT <box>7 1303 481 1350</box>
agency-desc: Δύο γραφεία που εξυπηρετούν στα: RESTAURANTS, DELIS, PIZZERIES FACTORIES, CAMPS, κλπ. εντός και εκτός Νέας Υόρκης. <box>176 234 307 273</box>
global-name: GLOBAL CITY REALTY, INC. <box>833 694 938 704</box>
new-england-listing: 2) PIZZERIA/FAST FOOD, NEW HAMPSHIRE. Κεντρικός δρόμος, parking. Επιχείρηση καθιερωμένη για 10 έτη. Delivery εισπράξεις $18,000 εβδομ. Ενοίκιο $3,250/ μήνα NNN, μεγάλη λίστα. Πωλ. η επιχείρηση $360,000 με το 1/2 προκαταβολή. <box>490 120 638 174</box>
alexiou-ref: 222218/E/45/12-31 <box>904 316 956 323</box>
elena-l4: Είμαι στο Greenpoint <box>850 1173 921 1183</box>
agent-ab: ASSOCIATE BROKER <box>693 433 761 441</box>
law-l1: KOULIKOURDIS & ASSOCIATES PETER J. KOULIKOURDIS Member of NY, NJ, CT & DC Bars. <box>815 757 947 785</box>
ts-address: 224 West 35th St., (Rm 1405A), Manhattan, NYC 10001 <box>188 125 295 144</box>
column-4 <box>490 52 638 1388</box>
qp-license: license #0906297 <box>212 176 271 186</box>
ts-title: TIMES SQUARE <box>194 100 289 116</box>
business-listing: • STATEN ISLAND: Εβδ. εισπρ. $9,000. Καλή θέση. T. $129,000, ιδιόκτητο επί το ακίνητο. Δεκτές προτάσεις. <box>326 855 485 883</box>
legal-notice-2: Garageman Lien Sale 4/16/13 at 9 AM at 66 Peconic Ave Medford 2006 Infinity JNKCV61E86M108687 Re: D Silverstein 2006 Nissan 1N4AL11D06N456161 Re: P Morgan 2010 Toyota 2T1BU4EE1AC209997 Re: H Romero 2009 Chevrolet 2G1WT57N091148540 Re: D & S Stuart 2008 Toyota 4T1BE46K98U795036 Re: C Benjamin 2010 Toyota 4T1BK3EK0AU099178 Re: J Miller 2007 Hyundai KMHFC46F97A143968 Re: E Smith 2008 BMW WBAVD33528A269910 Re: J Stone 2004 Saab YS3FD79Y846000842 Re: V & M Castellano 2004 Honda 2HKYF18604H589242 Re: R Marable 2012 Mazda JM1BL1UP2C1613899 Re: A Gammal 2010 Lexus 2T2BK1BA2AC003533 Re: D Ragan 2008 Lincoln 3LNHM28T58R639273 Re: J Crotti 2008 Lexus 2T2HK31U58C063458 Re: G Moses 2006 MB Re: WDBUF56J06A838978 Re: J Joyner 2009 Hyundai KMHDU46D59U720499 Re: A Robinson 2005 Hyundai KM8SC13E05U924941 Re: J Haas 2011 Subaru JF2SHADC3BH744882 Re: A Merink 2005 Lexus JTJBA39G955138993 Re: J Merink 2011 Audi TRUB8AFK5B1015469 Re: VW Credit. Pub. 03/18 & 03/25/13 <box>643 151 811 302</box>
costas-ref: 709623/7486/12-31 <box>105 1037 158 1044</box>
century21-ad <box>487 1682 807 1830</box>
virginia-title: SOUTHERN VIRGINIA <box>197 545 286 555</box>
warehouse-storage: 40,000 cubic feet of storage space! <box>63 1526 425 1603</box>
kiryx-h3: ΚΥΡΙΑΚΗ: 10π.μ.-3μ.μ. <box>198 1109 285 1119</box>
oikies-ref: 43 <box>799 1575 806 1582</box>
